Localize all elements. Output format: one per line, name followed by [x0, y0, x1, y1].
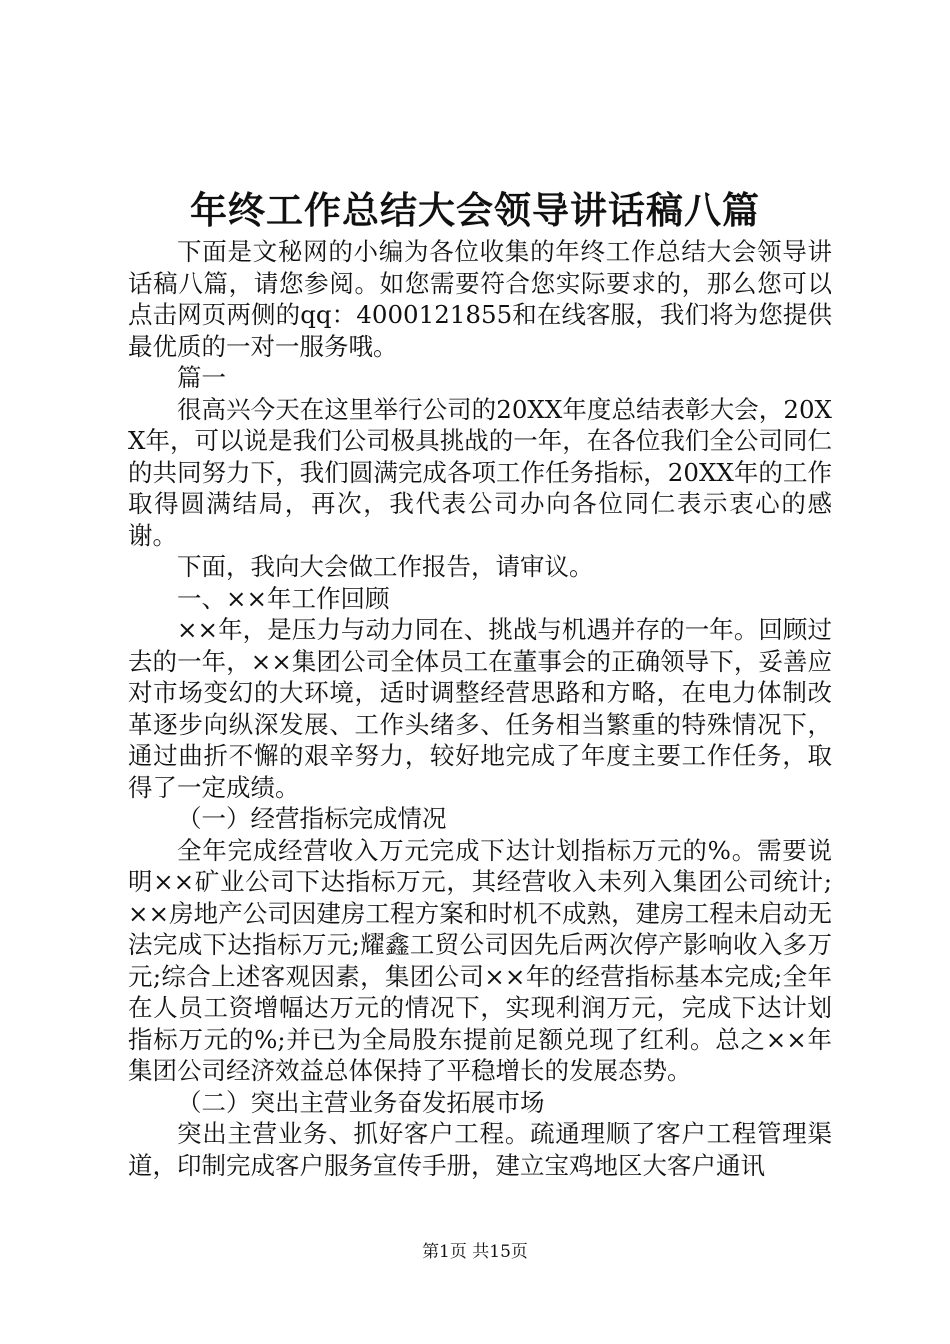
section-heading-review: 一、××年工作回顾 — [177, 583, 390, 613]
subheading-market-expansion: （二）突出主营业务奋发拓展市场 — [177, 1087, 545, 1117]
page-footer: 第1页 共15页 — [422, 1242, 528, 1262]
document-body — [128, 236, 832, 1181]
section-label-part-one: 篇一 — [177, 363, 226, 392]
indicators-paragraph: 全年完成经营收入万元完成下达计划指标万元的%。需要说明××矿业公司下达指标万元，其经营收入未列入集团公司统计;××房地产公司因建房工程方案和时机不成熟，建房工程未启动无法完成下达指标万元;耀鑫工贸公司因先后两次停产影响收入多万元;综合上述客观因素，集团公司××年的经营指标基本完成;全年在人员工资增幅达万元的情况下，实现利润万元，完成下达计划指标万元的%;并已为全局股东提前足额兑现了红利。总之××年集团公司经济效益总体保持了平稳增长的发展态势。 — [128, 835, 832, 1085]
opening-paragraph: 很高兴今天在这里举行公司的20XX年度总结表彰大会，20XX年，可以说是我们公司极具挑战的一年，在各位我们全公司同仁的共同努力下，我们圆满完成各项工作任务指标，20XX年的工作取得圆满结局，再次，我代表公司办向各位同仁表示衷心的感谢。 — [128, 394, 832, 550]
subheading-business-indicators: （一）经营指标完成情况 — [177, 804, 447, 833]
document-title: 年终工作总结大会领导讲话稿八篇 — [190, 188, 760, 232]
report-intro-paragraph: 下面，我向大会做工作报告，请审议。 — [177, 552, 594, 581]
intro-paragraph: 下面是文秘网的小编为各位收集的年终工作总结大会领导讲话稿八篇，请您参阅。如您需要符合您实际要求的，那么您可以点击网页两侧的qq：4000121855和在线客服，我们将为您提供最优质的一对一服务哦。 — [128, 237, 832, 361]
market-paragraph: 突出主营业务、抓好客户工程。疏通理顺了客户工程管理渠道，印制完成客户服务宣传手册，建立宝鸡地区大客户通讯 — [128, 1119, 832, 1180]
review-paragraph: ××年，是压力与动力同在、挑战与机遇并存的一年。回顾过去的一年，××集团公司全体员工在董事会的正确领导下，妥善应对市场变幻的大环境，适时调整经营思路和方略，在电力体制改革逐步向纵深发展、工作头绪多、任务相当繁重的特殊情况下，通过曲折不懈的艰辛努力，较好地完成了年度主要工作任务，取得了一定成绩。 — [128, 615, 832, 802]
